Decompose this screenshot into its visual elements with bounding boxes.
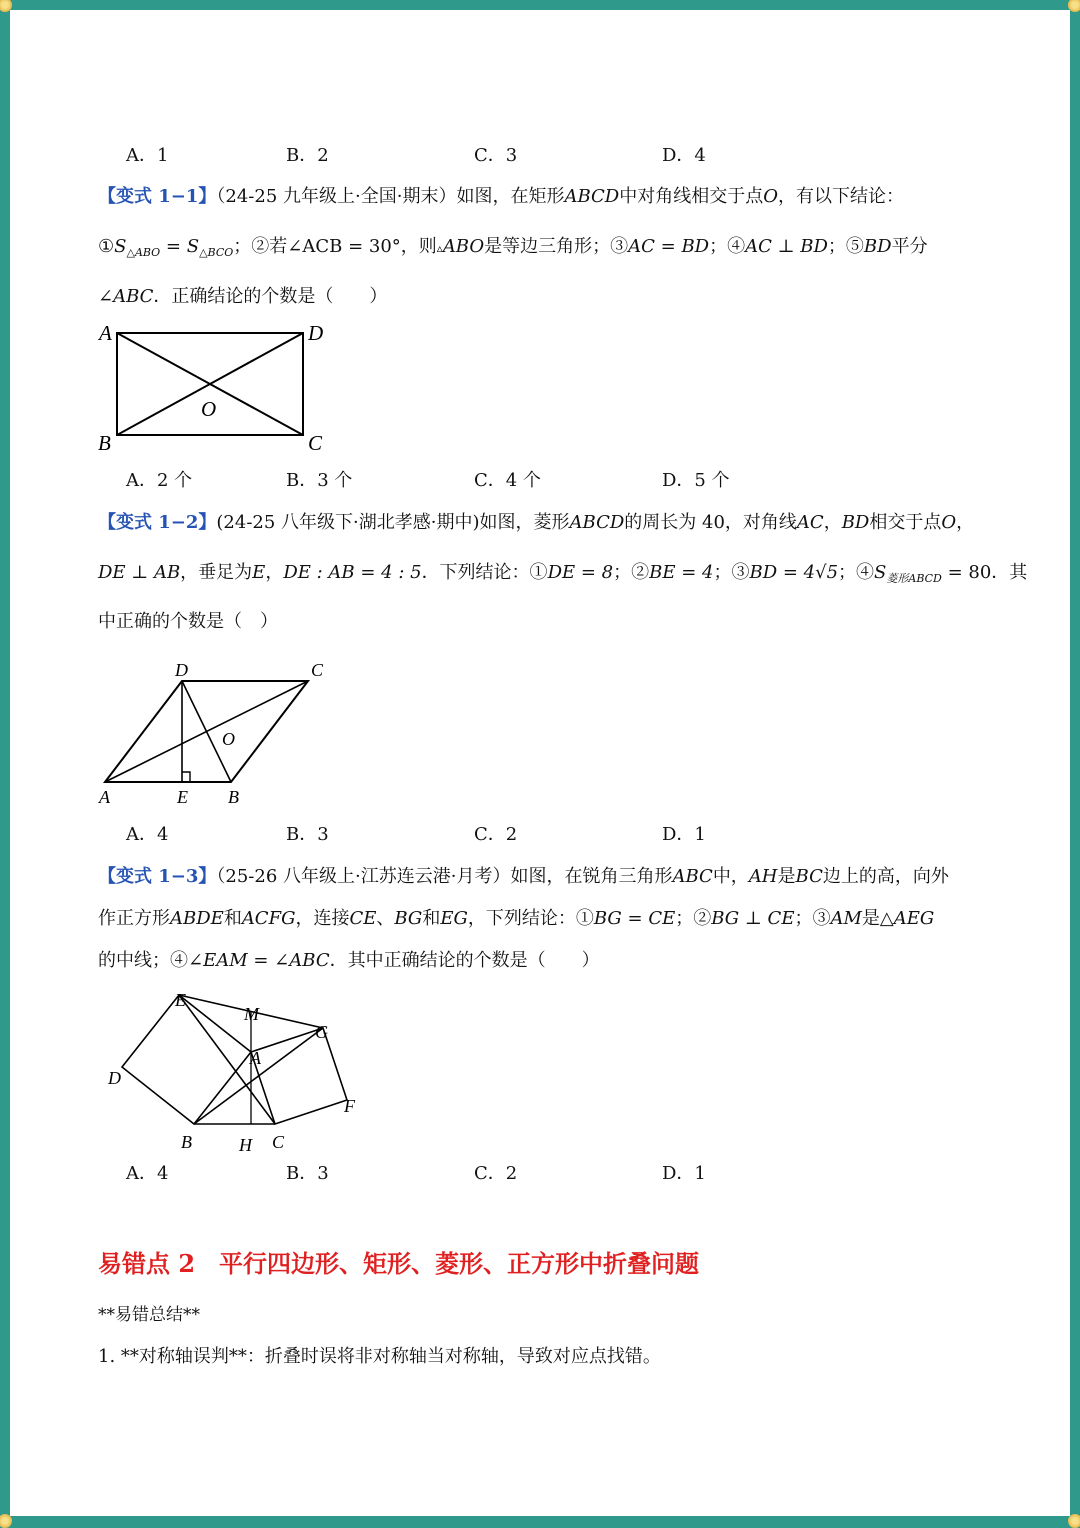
q1-intro: 如图，在矩形 xyxy=(456,186,565,207)
q1-c2-end: 是等边三角形； xyxy=(484,236,611,257)
option-a: A．1 xyxy=(126,145,169,166)
q3-m6: BG = CE xyxy=(593,908,676,929)
q3-t8: 是△ xyxy=(861,908,894,929)
q2-line1 xyxy=(98,508,974,534)
label-f: F xyxy=(344,1096,355,1116)
option-a: A．4 xyxy=(126,824,169,845)
label-b: B xyxy=(228,787,239,807)
option-b: B．3 个 xyxy=(286,470,353,491)
q2-t2: ， xyxy=(265,562,284,583)
option-c: C．2 xyxy=(474,1163,518,1184)
square-abde xyxy=(122,995,251,1124)
q1-c1-sub2: △BCO xyxy=(199,246,234,259)
q2-m1: DE ⊥ AB xyxy=(98,562,181,583)
q1-c2-var: ABO xyxy=(442,236,485,257)
q1-line2 xyxy=(98,232,928,259)
q2-m2: E xyxy=(252,562,266,583)
q2-m6: BD = 4√5 xyxy=(749,562,839,583)
q1-line1 xyxy=(98,182,904,208)
rectangle-figure xyxy=(90,315,350,455)
label-c: C xyxy=(311,660,324,680)
squares-figure xyxy=(90,978,370,1158)
q1-c3-math: AC = BD xyxy=(628,236,710,257)
q1-var2: O xyxy=(763,186,778,207)
q2-source: (24-25 八年级下·湖北孝感·期中) xyxy=(216,512,480,533)
q3-m7: BG ⊥ CE xyxy=(711,908,795,929)
q2-var4: O xyxy=(941,512,957,533)
q2-m5: BE = 4 xyxy=(649,562,714,583)
q1-c1-end: ； xyxy=(233,236,252,257)
q1-tag: 【变式 1−1】 xyxy=(98,186,217,207)
q2-intro3: ， xyxy=(823,512,842,533)
option-d: D．5 个 xyxy=(662,470,730,491)
option-d: D．4 xyxy=(662,145,706,166)
q2-intro: 如图，菱形 xyxy=(479,512,570,533)
q3-m9: AEG xyxy=(893,908,935,929)
option-b: B．3 xyxy=(286,1163,329,1184)
q1-source: （24-25 九年级上·全国·期末） xyxy=(216,186,457,207)
label-e: E xyxy=(177,787,188,807)
option-d: D．1 xyxy=(662,824,706,845)
q1-c1-s1: S xyxy=(114,236,127,257)
q3-var: ABC xyxy=(672,866,713,887)
q3-tag: 【变式 1−3】 xyxy=(98,866,217,887)
label-d: D xyxy=(108,1068,121,1088)
q1-c1-eq: = xyxy=(160,236,187,257)
q3-line2 xyxy=(98,904,934,930)
q1-c5-var: BD xyxy=(863,236,892,257)
q3-m3: CE xyxy=(349,908,377,929)
document-page xyxy=(10,10,1070,1516)
label-g: G xyxy=(315,1022,328,1042)
q2-t7: ．其 xyxy=(991,562,1028,583)
q3-intro2: 中， xyxy=(712,866,749,887)
q2-t6: ；④ xyxy=(838,562,875,583)
q1-var: ABCD xyxy=(564,186,620,207)
label-a: A xyxy=(99,787,110,807)
q3-l3-t0: 的中线；④ xyxy=(98,950,188,971)
option-a: A．4 xyxy=(126,1163,169,1184)
label-o: O xyxy=(222,729,235,749)
q3-m8: AM xyxy=(830,908,862,929)
q1-c1-num: ① xyxy=(98,236,115,257)
label-c: C xyxy=(308,431,323,455)
label-o: O xyxy=(201,397,217,421)
q3-t7: ；③ xyxy=(794,908,831,929)
q2-intro4: 相交于点 xyxy=(869,512,942,533)
q2-sub: 菱形ABCD xyxy=(886,572,942,585)
q1-c2-tri: ▵ xyxy=(436,241,443,255)
q1-c3-end: ； xyxy=(709,236,728,257)
option-a: A．2 个 xyxy=(126,470,193,491)
q2-m4: DE = 8 xyxy=(547,562,614,583)
q1-c4-end: ； xyxy=(827,236,846,257)
q1-c4-math: AC ⊥ BD xyxy=(745,236,828,257)
label-d: D xyxy=(308,321,324,345)
label-a: A xyxy=(250,1048,261,1068)
label-a: A xyxy=(99,321,112,345)
q2-line2 xyxy=(98,558,1027,586)
label-b: B xyxy=(98,431,111,455)
option-c: C．2 xyxy=(474,824,518,845)
q1-c5: ⑤ xyxy=(845,236,864,257)
q3-line3 xyxy=(98,946,600,972)
summary-item-1: 1. **对称轴误判**：折叠时误将非对称轴当对称轴，导致对应点找错。 xyxy=(98,1346,661,1367)
q1-c1-s2: S xyxy=(186,236,200,257)
q1-line3-text: ．正确结论的个数是（ ） xyxy=(153,286,388,307)
q1-c5-end: 平分 xyxy=(891,236,928,257)
q2-t1: ，垂足为 xyxy=(180,562,253,583)
square-acfg xyxy=(251,1028,347,1124)
q2-tag: 【变式 1−2】 xyxy=(98,512,217,533)
q1-line3-math: ∠ABC xyxy=(98,286,154,307)
q3-intro4: 边上的高，向外 xyxy=(822,866,949,887)
q2-t4: ；② xyxy=(613,562,650,583)
q3-var3: BC xyxy=(795,866,823,887)
q2-var: ABCD xyxy=(569,512,625,533)
right-angle-mark xyxy=(182,772,190,782)
label-h: H xyxy=(239,1135,252,1155)
option-c: C．3 xyxy=(474,145,518,166)
q3-intro: 如图，在锐角三角形 xyxy=(510,866,673,887)
option-c: C．4 个 xyxy=(474,470,541,491)
q3-m2: ACFG xyxy=(241,908,296,929)
label-b: B xyxy=(181,1132,192,1152)
q3-t3: 、 xyxy=(376,908,395,929)
q1-c4: ④ xyxy=(727,236,746,257)
q3-line1 xyxy=(98,862,949,888)
option-b: B．3 xyxy=(286,824,329,845)
label-c: C xyxy=(272,1132,285,1152)
section-heading: 易错点 2 平行四边形、矩形、菱形、正方形中折叠问题 xyxy=(98,1249,700,1278)
summary-label: **易错总结** xyxy=(98,1305,200,1325)
q3-m1: ABDE xyxy=(170,908,224,929)
q2-line3: 中正确的个数是（ ） xyxy=(98,611,278,632)
q2-intro5: ， xyxy=(956,512,975,533)
q2-t3: ．下列结论：① xyxy=(421,562,548,583)
q3-t5: ，下列结论：① xyxy=(467,908,594,929)
q3-t2: ，连接 xyxy=(295,908,350,929)
q3-intro3: 是 xyxy=(777,866,796,887)
q2-s: S xyxy=(874,562,887,583)
option-d: D．1 xyxy=(662,1163,706,1184)
q2-var3: BD xyxy=(841,512,870,533)
q2-intro2: 的周长为 40，对角线 xyxy=(624,512,797,533)
q1-intro3: ，有以下结论： xyxy=(778,186,904,207)
q2-var2: AC xyxy=(796,512,824,533)
q1-intro2: 中对角线相交于点 xyxy=(619,186,764,207)
q3-m5: EG xyxy=(440,908,468,929)
q1-line3 xyxy=(98,282,387,308)
q2-t5: ；③ xyxy=(713,562,750,583)
q3-source: （25-26 八年级上·江苏连云港·月考） xyxy=(216,866,511,887)
q3-t6: ；② xyxy=(675,908,712,929)
q1-c3: ③ xyxy=(610,236,629,257)
q2-m7: = 80 xyxy=(941,562,992,583)
q3-m4: BG xyxy=(394,908,423,929)
q1-c2: ②若∠ACB = 30°，则 xyxy=(251,236,437,257)
q3-l3-t1: ．其中正确结论的个数是（ ） xyxy=(329,950,600,971)
option-b: B．2 xyxy=(286,145,329,166)
q3-l3-m1: ∠EAM = ∠ABC xyxy=(188,950,330,971)
q3-t4: 和 xyxy=(422,908,441,929)
q3-t0: 作正方形 xyxy=(98,908,170,929)
q3-t1: 和 xyxy=(223,908,242,929)
label-d: D xyxy=(175,660,188,680)
rhombus-figure xyxy=(95,650,345,810)
label-m: M xyxy=(244,1004,259,1024)
q3-var2: AH xyxy=(748,866,778,887)
label-e: E xyxy=(175,990,186,1010)
q1-c1-sub1: △ABO xyxy=(126,246,161,259)
q2-m3: DE : AB = 4 : 5 xyxy=(283,562,422,583)
